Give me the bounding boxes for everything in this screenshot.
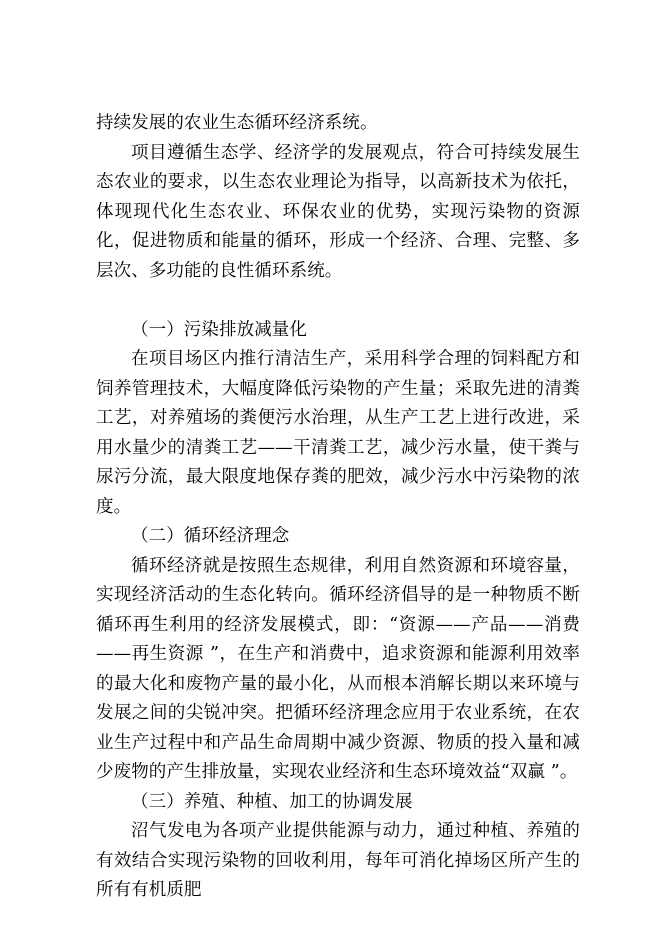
section-heading-coordinated-development: （三）养殖、种植、加工的协调发展: [131, 791, 413, 812]
blank-line: [96, 286, 580, 316]
paragraph-circular-economy: 循环经济就是按照生态规律，利用自然资源和环境容量，实现经济活动的生态化转向。循环经济倡导的是一种物质不断循环再生利用的经济发展模式，即：“资源——产品——消费——再生资源 ”，在生产和消费中，追求资源和能源利用效率的最大化和废物产量的最小化，从而根本消解长期以来环境与发展之间的尖锐冲突。把循环经济理念应用于农业系统，在农业生产过程中和产品生命周期中减少资源、物质的投入量和减少废物的产生排放量，实现农业经济和生态环境效益“双赢 ”。: [96, 555, 580, 782]
paragraph-clean-production: 在项目场区内推行清洁生产，采用科学合理的饲料配方和饲养管理技术，大幅度降低污染物的产生量；采取先进的清粪工艺，对养殖场的粪便污水治理，从生产工艺上进行改进，采用水量少的清粪工艺——干清粪工艺，减少污水量，使干粪与尿污分流，最大限度地保存粪的肥效，减少污水中污染物的浓度。: [96, 349, 580, 517]
section-heading-circular-economy: （二）循环经济理念: [131, 526, 290, 546]
paragraph-continuation: 持续发展的农业生态循环经济系统。: [96, 113, 378, 133]
paragraph-project-overview: 项目遵循生态学、经济学的发展观点，符合可持续发展生态农业的要求，以生态农业理论为指导，以高新技术为依托，体现现代化生态农业、环保农业的优势，实现污染物的资源化，促进物质和能量的循环，形成一个经济、合理、完整、多层次、多功能的良性循环系统。: [96, 142, 580, 281]
paragraph-biogas-power: 沼气发电为各项产业提供能源与动力，通过种植、养殖的有效结合实现污染物的回收利用，每年可消化掉场区所产生的所有有机质肥: [96, 821, 580, 900]
section-heading-pollution-reduction: （一）污染排放减量化: [131, 319, 307, 340]
document-body: [96, 109, 580, 906]
